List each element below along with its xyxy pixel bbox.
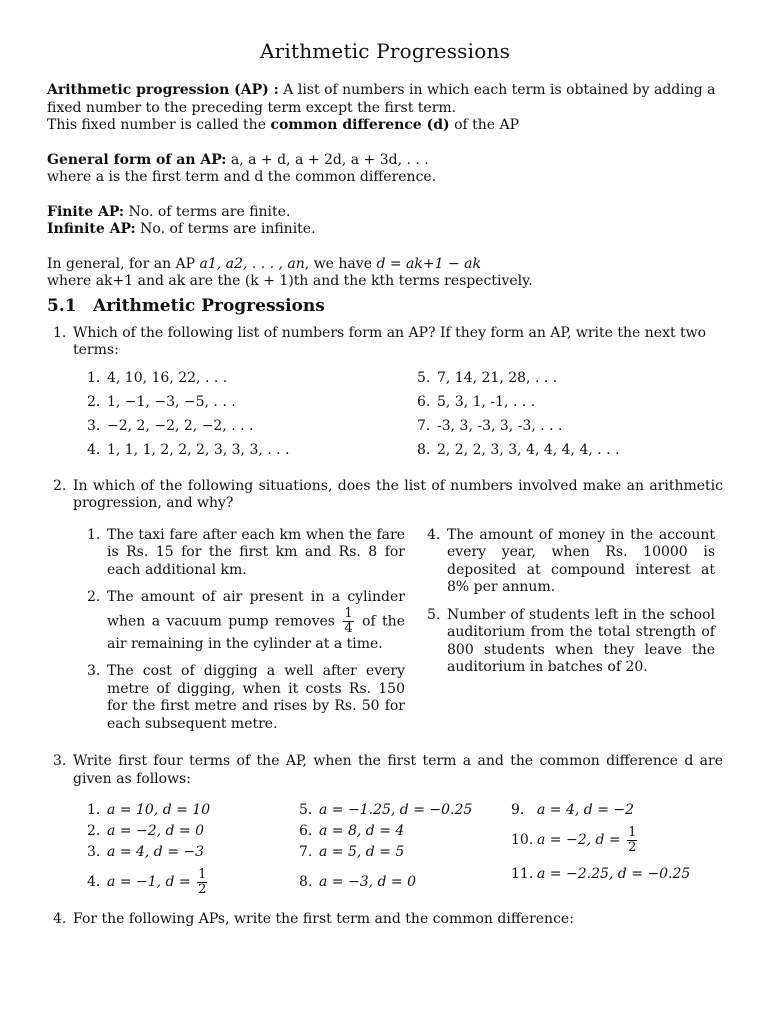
list-item: 2. The amount of air present in a cylinder when a vacuum pump removes $\frac{1}{4}$ of the air remaining in the cylinder at a time. xyxy=(87,589,405,652)
cd-post: of the AP xyxy=(449,117,520,133)
list-item: 5. Number of students left in the school auditorium from the total strength of 800 students when they leave the auditorium in batches of 20. xyxy=(427,606,715,675)
section-heading xyxy=(47,295,723,317)
list-item: 8. 2, 2, 2, 3, 3, 4, 4, 4, 4, . . . xyxy=(417,441,620,458)
list-item: 5. 7, 14, 21, 28, . . . xyxy=(417,369,558,386)
question-number: 4. xyxy=(53,911,67,927)
general-statement xyxy=(47,256,723,291)
ap-definition-text: A list of numbers in which each term is obtained by adding a fixed number to the preceding term except the first term. xyxy=(47,82,716,116)
question-number: 1. xyxy=(53,324,67,341)
document-page xyxy=(47,38,723,937)
list-item: 1. a = 10, d = 10 xyxy=(87,802,211,818)
list-item: 4. 1, 1, 1, 2, 2, 2, 3, 3, 3, . . . xyxy=(87,441,290,458)
q1-options xyxy=(73,370,723,466)
list-item: 4. The amount of money in the account every year, when Rs. 10000 is deposited at compound interest at 8% per annum. xyxy=(427,526,715,595)
general-form-value: a, a + d, a + 2d, a + 3d, . . . xyxy=(226,151,429,168)
list-item: 2. a = −2, d = 0 xyxy=(87,823,205,839)
question-2 xyxy=(47,478,723,744)
list-item: 6. a = 8, d = 4 xyxy=(299,823,405,839)
cd-pre: This fixed number is called the xyxy=(47,117,271,133)
fraction: $\frac{1}{2}$ xyxy=(628,824,637,855)
list-item: 10. a = −2, d = $\frac{1}{2}$ xyxy=(511,824,637,855)
general-form-term: General form of an AP: xyxy=(47,151,227,168)
cd-term: common difference (d) xyxy=(270,117,450,133)
list-item: 3. −2, 2, −2, 2, −2, . . . xyxy=(87,417,254,434)
general-form xyxy=(47,152,723,187)
list-item: 1. The taxi fare after each km when the fare is Rs. 15 for the first km and Rs. 8 for each additional km. xyxy=(87,526,405,578)
finite-term: Finite AP: xyxy=(47,203,125,220)
list-item: 3. a = 4, d = −3 xyxy=(87,844,205,860)
list-item: 6. 5, 3, 1, -1, . . . xyxy=(417,393,536,410)
list-item: 7. -3, 3, -3, 3, -3, . . . xyxy=(417,417,563,434)
finite-infinite xyxy=(47,204,723,239)
infinite-term: Infinite AP: xyxy=(47,221,136,237)
question-text: Which of the following list of numbers form an AP? If they form an AP, write the next two terms: xyxy=(73,324,707,358)
finite-text: No. of terms are finite. xyxy=(124,203,291,220)
question-3 xyxy=(47,753,723,899)
list-item: 9. a = 4, d = −2 xyxy=(511,802,635,818)
general-pre: In general, for an AP xyxy=(47,255,200,272)
ap-term: Arithmetic progression (AP) : xyxy=(47,82,279,98)
list-item: 8. a = −3, d = 0 xyxy=(299,874,417,890)
fraction: $\frac{1}{2}$ xyxy=(198,866,207,897)
list-item: 11. a = −2.25, d = −0.25 xyxy=(511,866,691,882)
question-text: For the following APs, write the first term and the common difference: xyxy=(73,911,574,927)
general-mid: , we have xyxy=(304,255,377,272)
question-4 xyxy=(47,911,723,929)
page-title: Arithmetic Progressions xyxy=(259,39,511,63)
section-number: 5.1 xyxy=(47,295,77,316)
fraction: $\frac{1}{4}$ xyxy=(344,605,353,636)
question-text: In which of the following situations, does the list of numbers involved make an arithmetic progression, and why? xyxy=(73,477,723,511)
q3-values xyxy=(73,802,723,899)
general-seq: a1, a2, . . . , an xyxy=(199,255,305,272)
list-item: 5. a = −1.25, d = −0.25 xyxy=(299,802,473,818)
infinite-text: No. of terms are infinite. xyxy=(135,221,316,237)
q2-situations xyxy=(73,527,723,744)
list-item: 2. 1, −1, −3, −5, . . . xyxy=(87,393,236,410)
question-number: 3. xyxy=(53,753,67,769)
list-item: 3. The cost of digging a well after every metre of digging, when it costs Rs. 150 for the first metre and rises by Rs. 50 for each subsequent metre. xyxy=(87,663,405,732)
question-1 xyxy=(47,325,723,466)
section-title: Arithmetic Progressions xyxy=(93,295,325,316)
general-formula: d = ak+1 − ak xyxy=(376,255,481,272)
list-item: 1. 4, 10, 16, 22, . . . xyxy=(87,369,228,386)
list-item: 4. a = −1, d = $\frac{1}{2}$ xyxy=(87,866,207,897)
ap-definition xyxy=(47,82,723,135)
question-number: 2. xyxy=(53,477,67,494)
general-form-note: where a is the first term and d the common difference. xyxy=(47,169,437,185)
general-where: where ak+1 and ak are the (k + 1)th and the kth terms respectively. xyxy=(47,273,533,289)
question-text: Write first four terms of the AP, when the first term a and the common difference d are given as follows: xyxy=(73,753,723,787)
list-item: 7. a = 5, d = 5 xyxy=(299,844,405,860)
